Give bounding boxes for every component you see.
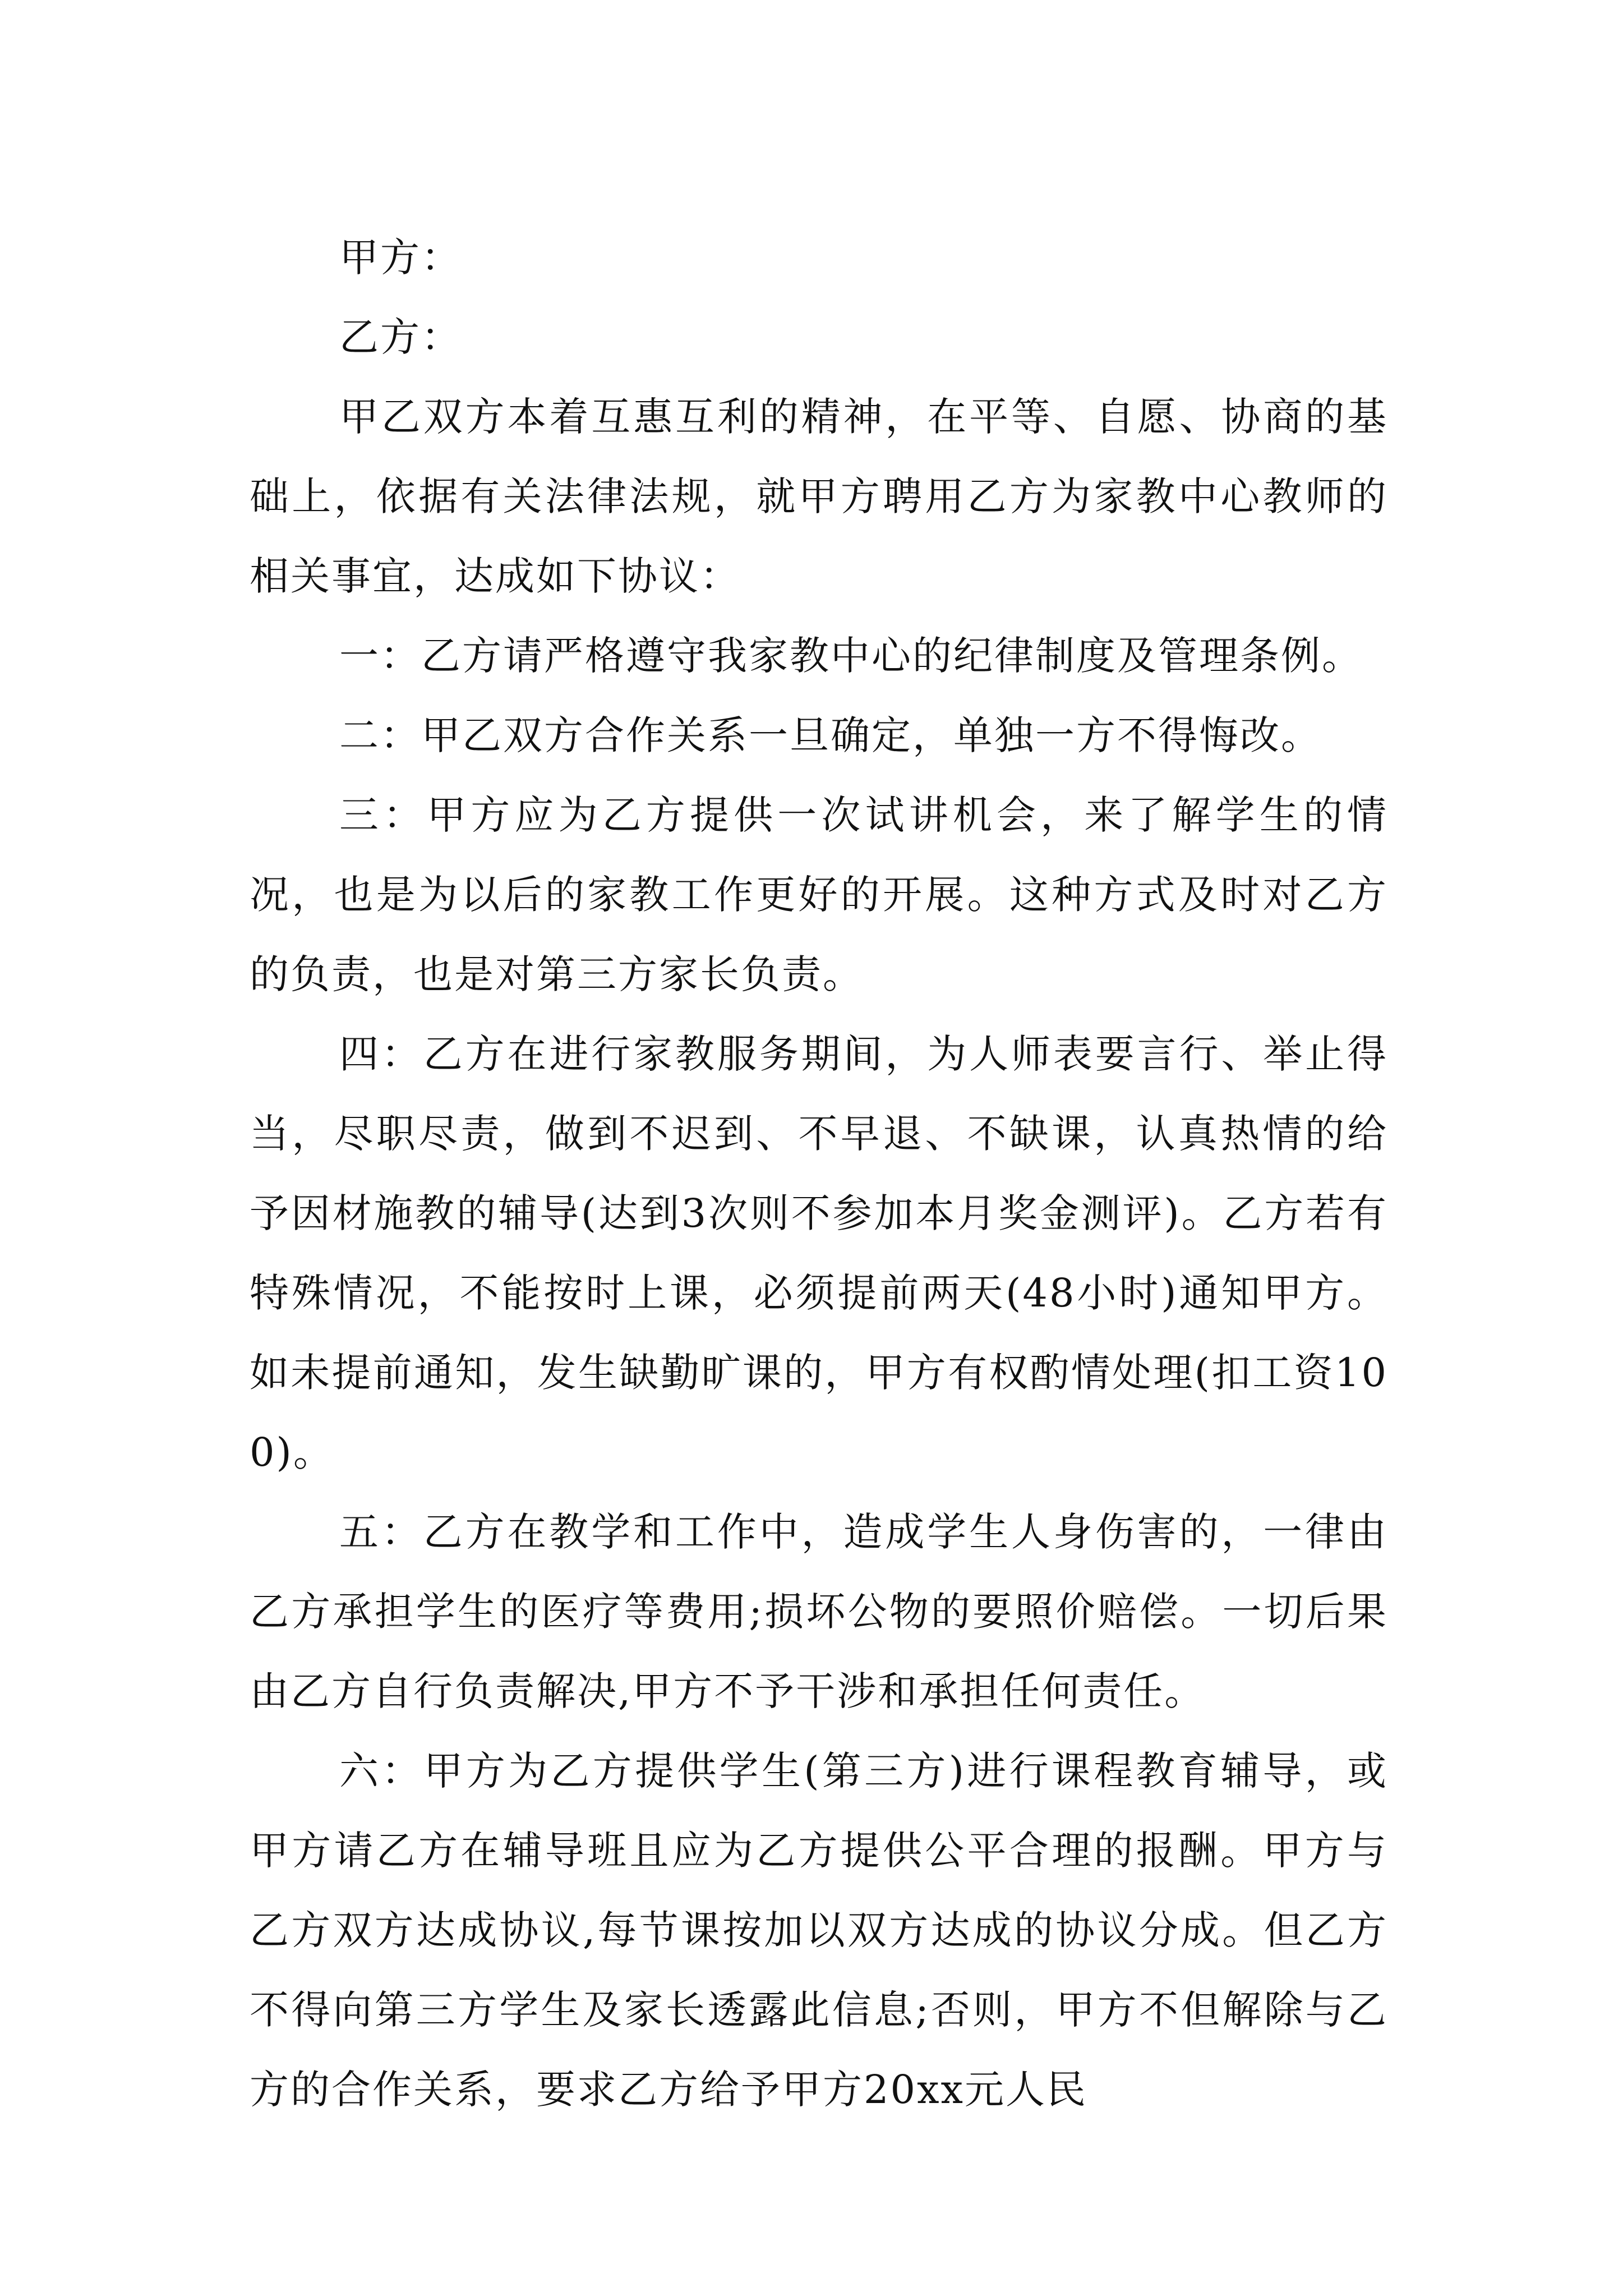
- contract-body: [250, 218, 1388, 2129]
- clause-4: 四：乙方在进行家教服务期间，为人师表要言行、举止得当，尽职尽责，做到不迟到、不早退、不缺课，认真热情的给予因材施教的辅导(达到3次则不参加本月奖金测评)。乙方若有特殊情况，不能按时上课，必须提前两天(48小时)通知甲方。如未提前通知，发生缺勤旷课的，甲方有权酌情处理(扣工资100)。: [250, 1031, 1388, 1475]
- clause-6: 六：甲方为乙方提供学生(第三方)进行课程教育辅导，或甲方请乙方在辅导班且应为乙方提供公平合理的报酬。甲方与乙方双方达成协议,每节课按加以双方达成的协议分成。但乙方不得向第三方学生及家长透露此信息;否则，甲方不但解除与乙方的合作关系，要求乙方给予甲方20xx元人民: [250, 1748, 1388, 2113]
- preamble-paragraph: 甲乙双方本着互惠互利的精神，在平等、自愿、协商的基础上，依据有关法律法规，就甲方聘用乙方为家教中心教师的相关事宜，达成如下协议：: [250, 394, 1388, 599]
- clause-1: 一：乙方请严格遵守我家教中心的纪律制度及管理条例。: [339, 633, 1363, 679]
- party-b-line: 乙方：: [339, 314, 462, 360]
- party-a-line: 甲方：: [339, 234, 462, 280]
- clause-5: 五：乙方在教学和工作中，造成学生人身伤害的，一律由乙方承担学生的医疗等费用;损坏公物的要照价赔偿。一切后果由乙方自行负责解决,甲方不予干涉和承担任何责任。: [250, 1509, 1388, 1714]
- clause-2: 二：甲乙双方合作关系一旦确定，单独一方不得悔改。: [339, 712, 1322, 758]
- clause-3: 三：甲方应为乙方提供一次试讲机会，来了解学生的情况，也是为以后的家教工作更好的开展。这种方式及时对乙方的负责，也是对第三方家长负责。: [250, 792, 1388, 997]
